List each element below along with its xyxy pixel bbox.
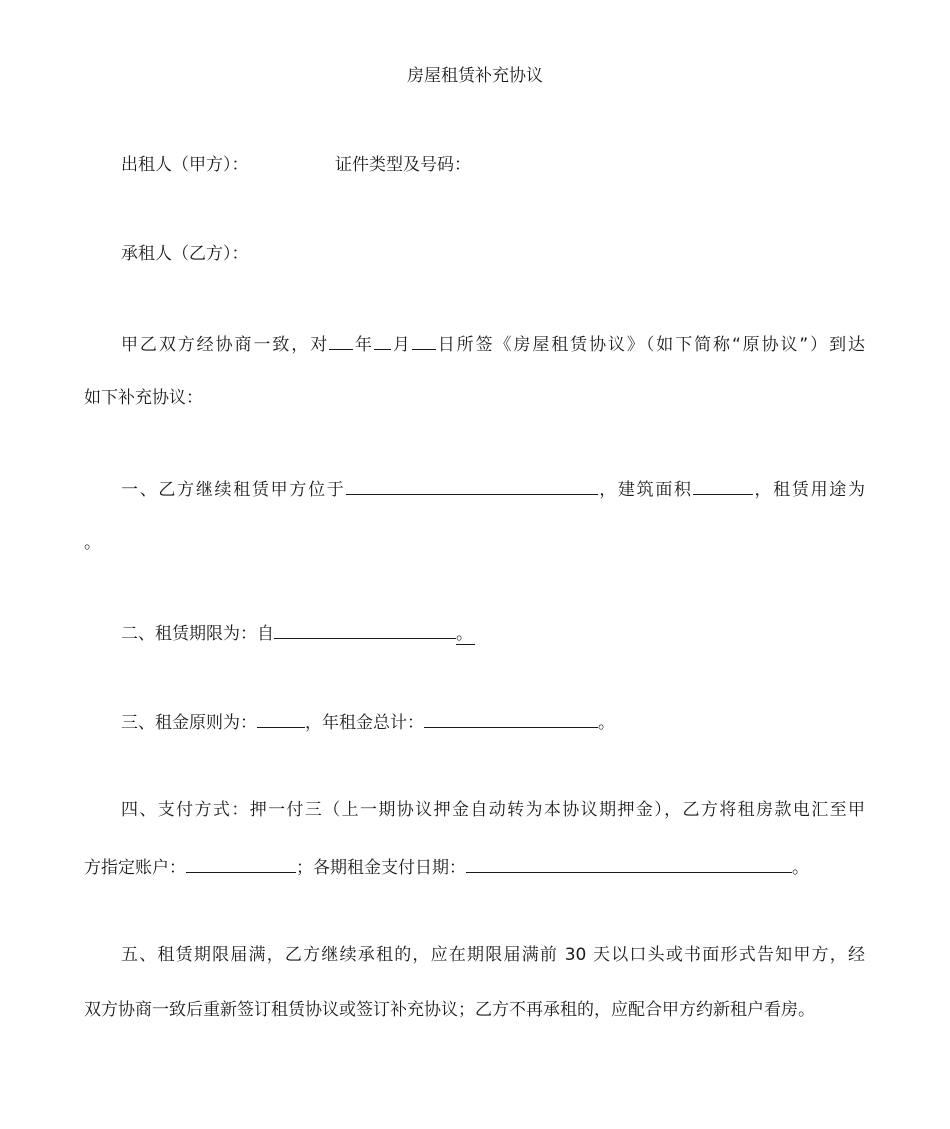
document-title: 房屋租赁补充协议 (407, 66, 543, 86)
clause-5-line-2: 双方协商一致后重新签订租赁协议或签订补充协议；乙方不再承租的，应配合甲方约新租户看房。 (84, 1000, 815, 1020)
clause-3-end: 。 (598, 713, 615, 733)
account-blank[interactable] (186, 854, 296, 873)
clause-2-end: 。 (456, 624, 473, 644)
clause-1-end: 。 (84, 533, 101, 553)
id-type-label: 证件类型及号码： (335, 155, 471, 175)
clause-4-line-1: 四、支付方式：押一付三（上一期协议押金自动转为本协议期押金），乙方将租房款电汇至甲 (121, 800, 865, 820)
clause-2-text-a: 二、租赁期限为：自 (121, 624, 274, 644)
clause-2 (121, 620, 475, 646)
payment-date-blank[interactable] (466, 854, 792, 873)
lessor-label: 出租人（甲方）： (121, 155, 249, 175)
day-label: 日所签《房屋租赁协议》（如下简称“原协议”）到达 (435, 335, 866, 355)
intro-line-1 (121, 331, 865, 357)
lessee-label: 承租人（乙方）： (121, 244, 249, 264)
clause-4-line-2 (84, 854, 809, 880)
clause-3-text-b: ，年租金总计： (305, 713, 424, 733)
month-blank[interactable] (374, 331, 391, 350)
rent-principle-blank[interactable] (257, 709, 305, 728)
clause-1-text-b: ，建筑面积 (597, 480, 693, 500)
clause-5-line-1: 五、租赁期限届满，乙方继续承租的，应在期限届满前 30 天以口头或书面形式告知甲方，经 (121, 945, 865, 965)
clause-1-text-a: 一、乙方继续租赁甲方位于 (121, 480, 346, 500)
year-label: 年 (353, 335, 374, 355)
clause-1-text-c: ，租赁用途为 (752, 480, 865, 500)
property-location-blank[interactable] (346, 476, 598, 495)
clause-4-text-a: 方指定账户： (84, 858, 186, 878)
annual-rent-blank[interactable] (424, 709, 598, 728)
intro-text-a: 甲乙双方经协商一致，对 (121, 335, 330, 355)
clause-4-text-b: ；各期租金支付日期： (296, 858, 466, 878)
year-blank[interactable] (329, 331, 353, 350)
clause-3 (121, 709, 615, 735)
day-blank[interactable] (412, 331, 436, 350)
month-label: 月 (390, 335, 412, 355)
clause-3-text-a: 三、租金原则为： (121, 713, 257, 733)
clause-4-end: 。 (792, 858, 809, 878)
lease-term-blank[interactable] (274, 620, 456, 639)
intro-line-2: 如下补充协议： (84, 388, 203, 408)
floor-area-blank[interactable] (693, 476, 753, 495)
clause-1 (121, 476, 865, 502)
